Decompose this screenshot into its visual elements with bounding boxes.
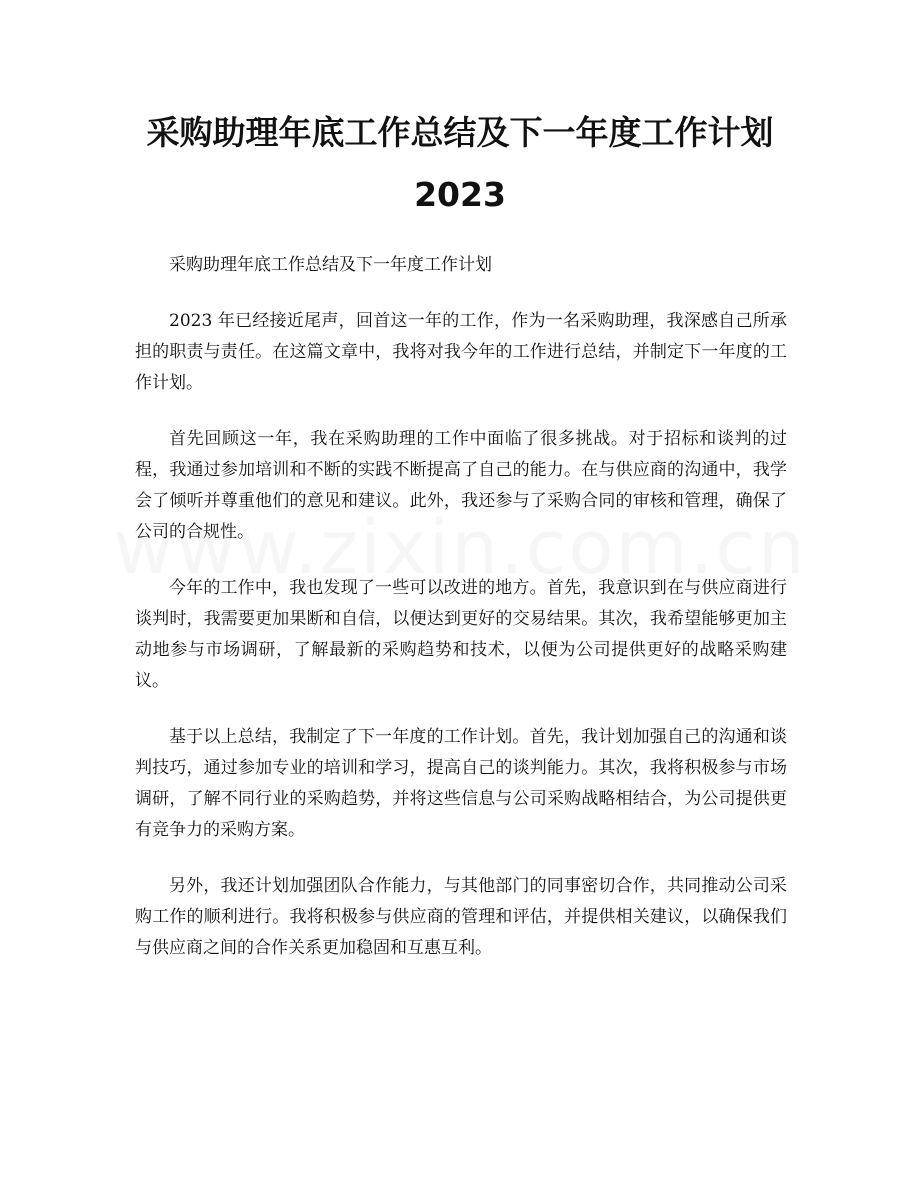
paragraph-review: 首先回顾这一年，我在采购助理的工作中面临了很多挑战。对于招标和谈判的过程，我通过参加培训和不断的实践不断提高了自己的能力。在与供应商的沟通中，我学会了倾听并尊重他们的意见和建议。此外，我还参与了采购合同的审核和管理，确保了公司的合规性。 — [135, 429, 787, 542]
paragraph-intro: 2023 年已经接近尾声，回首这一年的工作，作为一名采购助理，我深感自己所承担的职责与责任。在这篇文章中，我将对我今年的工作进行总结，并制定下一年度的工作计划。 — [135, 311, 787, 393]
document-body — [135, 250, 787, 989]
paragraph-plan: 基于以上总结，我制定了下一年度的工作计划。首先，我计划加强自己的沟通和谈判技巧，通过参加专业的培训和学习，提高自己的谈判能力。其次，我将积极参与市场调研，了解不同行业的采购趋势，并将这些信息与公司采购战略相结合，为公司提供更有竞争力的采购方案。 — [135, 727, 787, 840]
paragraph-improvements: 今年的工作中，我也发现了一些可以改进的地方。首先，我意识到在与供应商进行谈判时，我需要更加果断和自信，以便达到更好的交易结果。其次，我希望能够更加主动地参与市场调研，了解最新的采购趋势和技术，以便为公司提供更好的战略采购建议。 — [135, 578, 787, 691]
paragraph-subtitle: 采购助理年底工作总结及下一年度工作计划 — [169, 255, 492, 275]
paragraph-teamwork: 另外，我还计划加强团队合作能力，与其他部门的同事密切合作，共同推动公司采购工作的顺利进行。我将积极参与供应商的管理和评估，并提供相关建议，以确保我们与供应商之间的合作关系更加稳固和互惠互利。 — [135, 876, 787, 958]
document-title: 采购助理年底工作总结及下一年度工作计划 — [146, 113, 774, 152]
document-title-year: 2023 — [414, 175, 506, 214]
